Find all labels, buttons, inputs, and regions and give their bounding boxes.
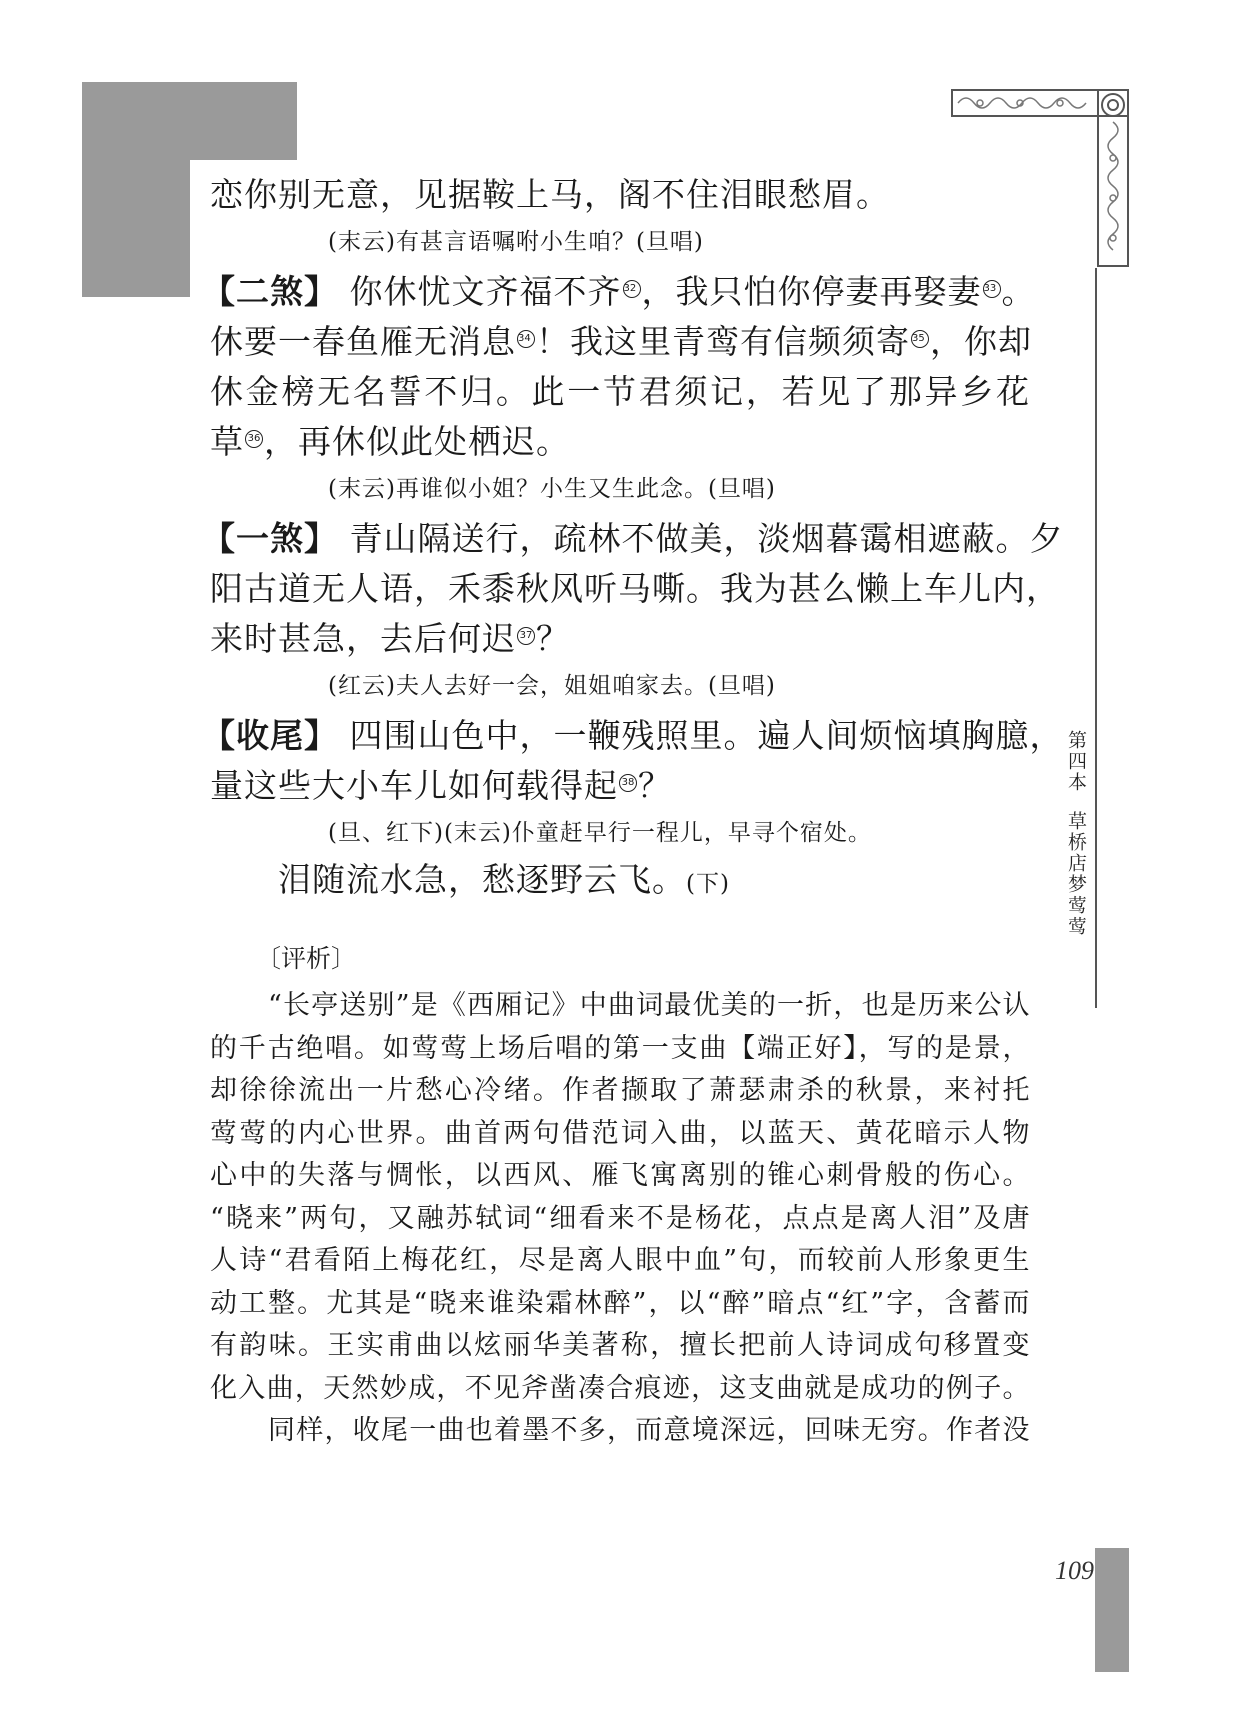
stage-direction: (下) [686,871,730,897]
verse-line: 恋你别无意，见据鞍上马，阁不住泪眼愁眉。 [210,175,890,214]
commentary-line: 动工整。尤其是“晓来谁染霜林醉”，以“醉”暗点“红”字，含蓄而 [210,1287,1030,1319]
running-header-title: 草桥店梦莺莺 [1065,811,1087,937]
verse-line: 草 36 ，再休似此处栖迟。 [210,422,570,461]
footnote-marker: 35 [911,330,929,348]
stage-direction: (红云)夫人去好一会，姐姐咱家去。(旦唱) [328,673,776,699]
stage-direction: (末云)有甚言语嘱咐小生咱？(旦唱) [328,229,704,255]
running-header-section: 第四本 [1065,730,1087,793]
stage-direction: (旦、红下)(末云)仆童赶早行一程儿，早寻个宿处。 [328,820,872,846]
tune-title: 【收尾】 [202,716,338,755]
verse-line: 【二煞】 你休忧文齐福不齐 32 ，我只怕你停妻再娶妻 33 。 [202,272,1036,311]
commentary-line: 心中的失落与惆怅，以西风、雁飞寓离别的锥心刺骨般的伤心。 [210,1160,1030,1191]
verse-line: 【一煞】 青山隔送行，疏林不做美，淡烟暮霭相遮蔽。夕 [202,519,1064,558]
commentary-line: 化入曲，天然妙成，不见斧凿凑合痕迹，这支曲就是成功的例子。 [210,1372,1030,1404]
stage-direction: (末云)再谁似小姐？小生又生此念。(旦唱) [328,476,776,502]
commentary-line: “晓来”两句，又融苏轼词“细看来不是杨花，点点是离人泪”及唐 [210,1202,1030,1234]
page-number: 109 [1055,1556,1094,1585]
page-tab-decor [1095,1548,1129,1672]
footnote-marker: 32 [623,280,641,298]
commentary-line: “长亭送别”是《西厢记》中曲词最优美的一折，也是历来公认 [268,990,1030,1021]
verse-line: 【收尾】 四围山色中，一鞭残照里。遍人间烦恼填胸臆， [202,716,1064,755]
verse-line: 休要一春鱼雁无消息 34 ！我这里青鸾有信频须寄 35 ，你却 [210,322,1032,361]
footnote-marker: 33 [983,280,1001,298]
verse-line: 量这些大小车儿如何载得起 38 ？ [210,766,672,805]
commentary-line: 有韵味。王实甫曲以炫丽华美著称，擅长把前人诗词成句移置变 [210,1330,1030,1361]
main-text [202,170,1064,1453]
verse-line: 泪随流水急，愁逐野云飞。(下) [278,860,730,899]
footnote-marker: 37 [517,627,535,645]
commentary-line: 同样，收尾一曲也着墨不多，而意境深远，回味无穷。作者没 [268,1415,1030,1446]
commentary-line: 人诗“君看陌上梅花红，尽是离人眼中血”句，而较前人形象更生 [210,1245,1030,1276]
margin-rule [1095,268,1097,1008]
commentary-line: 的千古绝唱。如莺莺上场后唱的第一支曲【端正好】，写的是景， [210,1032,1030,1064]
tune-title: 【二煞】 [202,272,338,311]
commentary-line: 却徐徐流出一片愁心冷绪。作者撷取了萧瑟肃杀的秋景，来衬托 [210,1075,1030,1106]
verse-line: 来时甚急，去后何迟 37 ？ [210,619,570,658]
verse-line: 休金榜无名誓不归。此一节君须记，若见了那异乡花 [210,372,1030,411]
tune-title: 【一煞】 [202,519,338,558]
verse-line: 阳古道无人语，禾黍秋风听马嘶。我为甚么懒上车儿内， [210,569,1060,608]
footnote-marker: 34 [517,330,535,348]
commentary-heading: 〔评析〕 [256,944,357,973]
footnote-marker: 38 [619,774,637,792]
running-header [1063,730,1089,937]
footnote-marker: 36 [245,430,263,448]
commentary-line: 莺莺的内心世界。曲首两句借范词入曲，以蓝天、黄花暗示人物 [210,1117,1030,1149]
